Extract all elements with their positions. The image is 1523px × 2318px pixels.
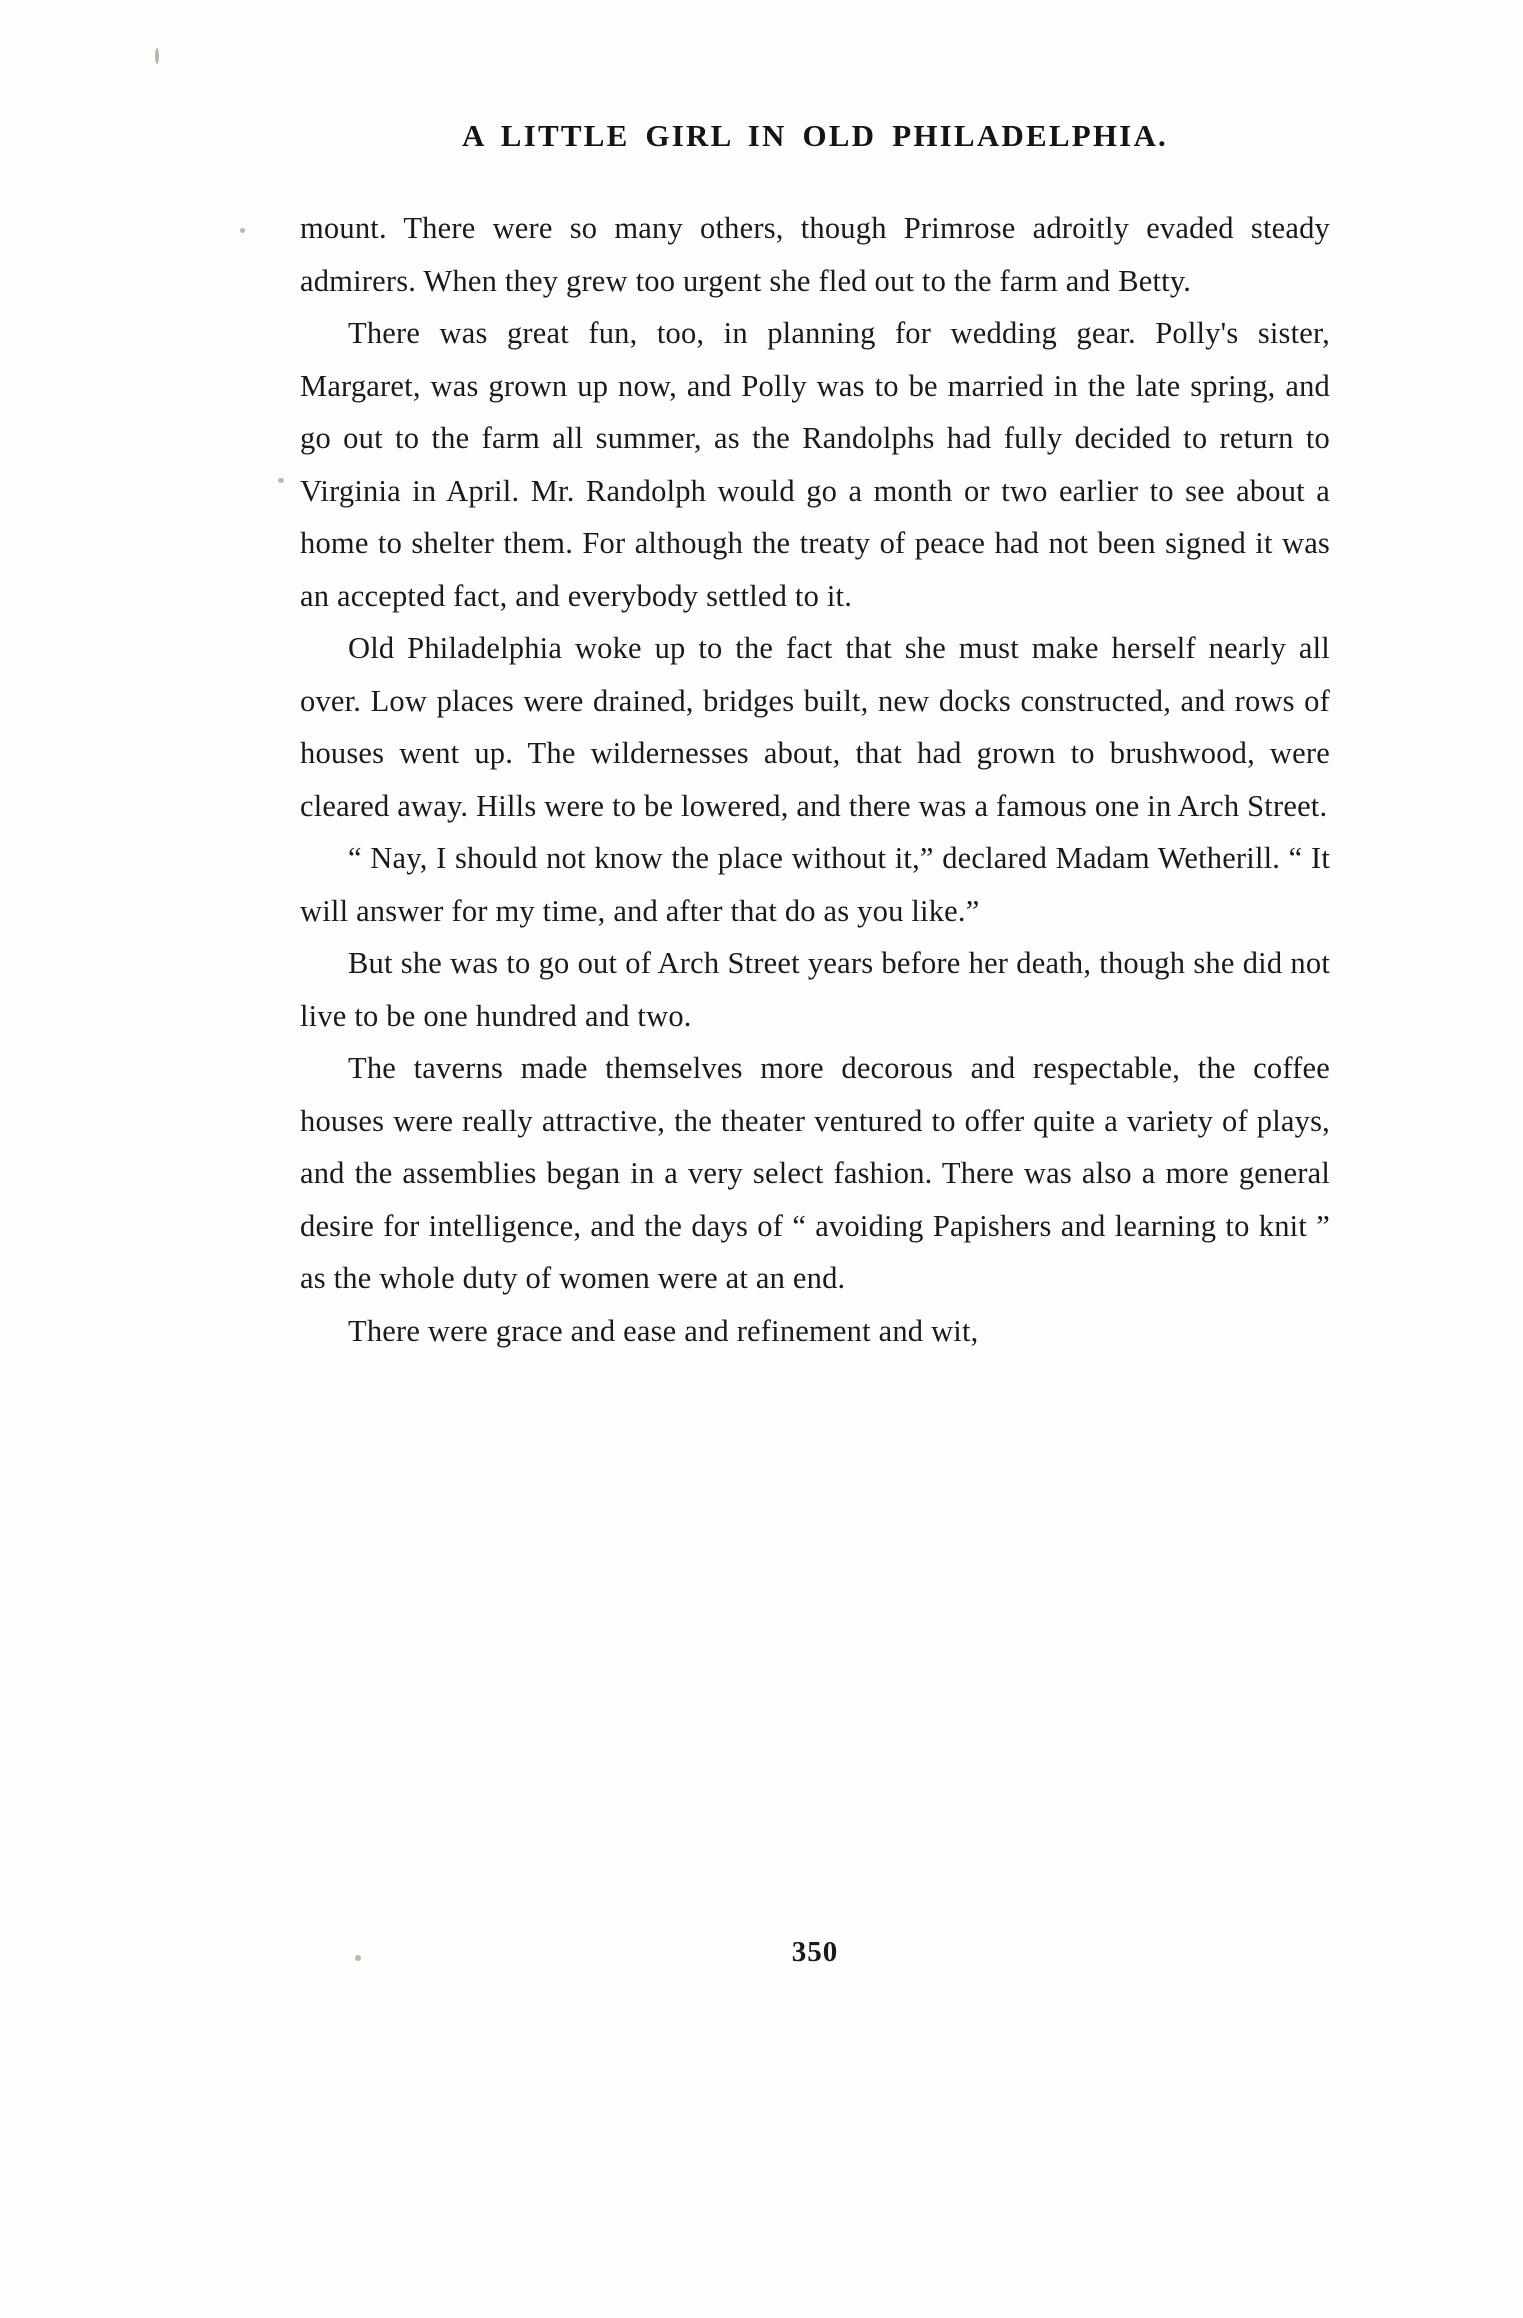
- paragraph: But she was to go out of Arch Street years before her death, though she did not live to be one hundred and two.: [300, 946, 1330, 1033]
- scan-speck: [278, 478, 284, 483]
- page-number: 350: [791, 1936, 839, 1968]
- scan-speck: [240, 228, 245, 233]
- paragraph: The taverns made themselves more decorous and respectable, the coffee houses were really attractive, the theater ventured to offer quite a variety of plays, and the assemblies began in a very select fashion. There was also a more general desire for intelligence, and the days of “ avoiding Papishers and learning to knit ” as the whole duty of women were at an end.: [300, 1051, 1330, 1295]
- body-text: [300, 202, 1330, 1357]
- page-content: [300, 118, 1330, 1968]
- paragraph: mount. There were so many others, though Primrose adroitly evaded steady admirers. When they grew too urgent she fled out to the farm and Betty.: [300, 211, 1330, 298]
- paragraph: Old Philadelphia woke up to the fact that she must make herself nearly all over. Low places were drained, bridges built, new docks constructed, and rows of houses went up. The wildernesses about, that had grown to brushwood, were cleared away. Hills were to be lowered, and there was a famous one in Arch Street.: [300, 631, 1330, 823]
- running-head: A LITTLE GIRL IN OLD PHILADELPHIA.: [461, 118, 1168, 153]
- paragraph: There were grace and ease and refinement and wit,: [348, 1313, 979, 1348]
- scan-speck: [155, 48, 159, 64]
- paragraph: “ Nay, I should not know the place without it,” declared Madam Wetherill. “ It will answer for my time, and after that do as you like.”: [300, 841, 1330, 928]
- paragraph: There was great fun, too, in planning for wedding gear. Polly's sister, Margaret, was grown up now, and Polly was to be married in the late spring, and go out to the farm all summer, as the Randolphs had fully decided to return to Virginia in April. Mr. Randolph would go a month or two earlier to see about a home to shelter them. For although the treaty of peace had not been signed it was an accepted fact, and everybody settled to it.: [300, 316, 1330, 613]
